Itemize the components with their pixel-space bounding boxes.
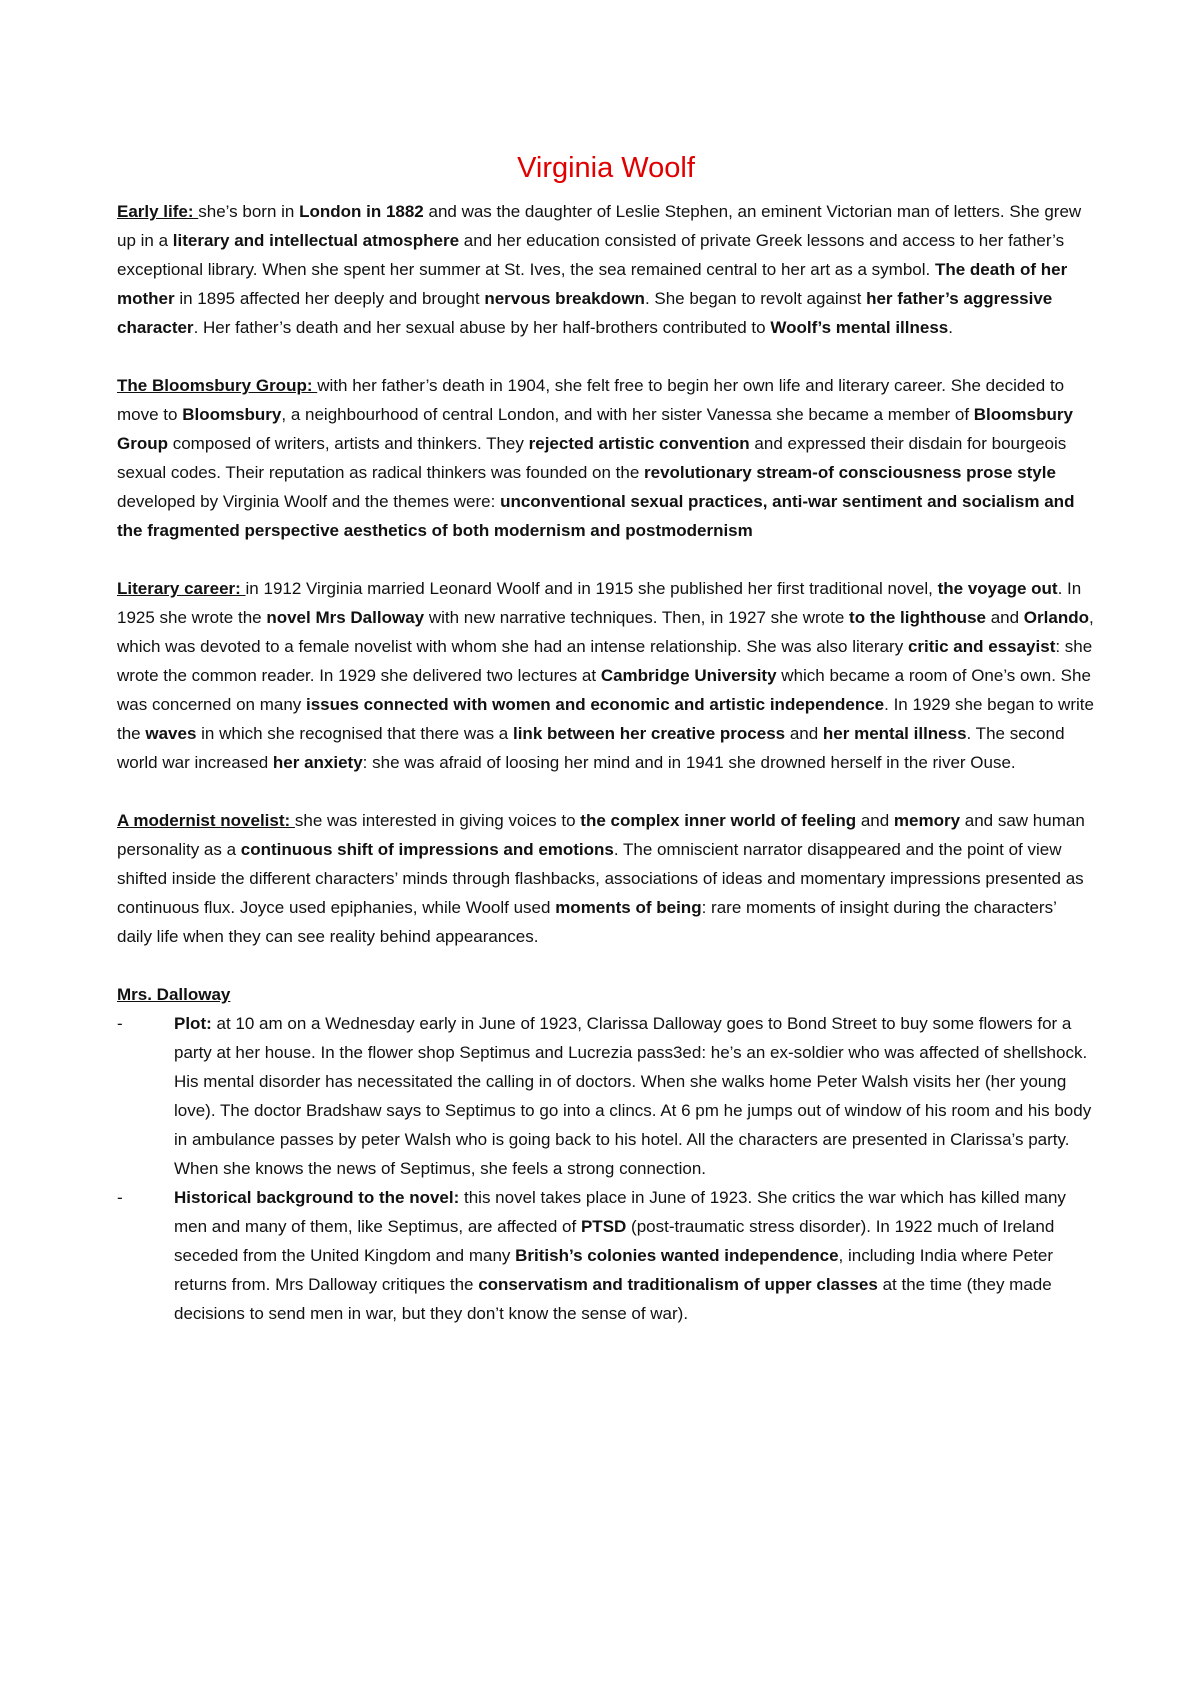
- bold-text: nervous breakdown: [484, 289, 645, 308]
- body-text: and: [985, 608, 1024, 627]
- body-text: , including India where Peter returns from. Mrs Dalloway critiques the: [174, 1246, 1054, 1294]
- bold-text: issues connected with women and economic and artistic independence: [306, 695, 885, 714]
- bold-text: moments of being: [555, 898, 702, 917]
- body-text: composed of writers, artists and thinkers. They: [168, 434, 529, 453]
- bold-text: the voyage out: [937, 579, 1058, 598]
- bold-text: novel Mrs Dalloway: [266, 608, 425, 627]
- bold-text: her mental illness: [822, 724, 967, 743]
- bold-text: memory: [893, 811, 961, 830]
- bold-text: Orlando: [1023, 608, 1089, 627]
- bullet-historical-background: [117, 1183, 1095, 1328]
- body-text: in 1895 affected her deeply and brought: [174, 289, 485, 308]
- body-text: at 10 am on a Wednesday early in June of 1923, Clarissa Dalloway goes to Bond Street to buy some flowers for a party at her house. In the flower shop Septimus and Lucrezia pass3ed: he’s an ex-soldier who was affected of shellshock. His mental disorder has necessitated the calling in of doctors. When she walks home Peter Walsh visits her (her young love). The doctor Bradshaw says to Septimus to go into a clincs. At 6 pm he jumps out of window of his room and his body in ambulance passes by peter Walsh who is going back to his hotel. All the characters are presented in Clarissa’s party. When she knows the news of Septimus, she feels a strong connection.: [174, 1014, 1092, 1178]
- bold-text: literary and intellectual atmosphere: [172, 231, 460, 250]
- body-text: and her education consisted of private Greek lessons and access to her father’s exceptional library. When she spent her summer at St. Ives, the sea remained central to her art as a symbol.: [117, 231, 1065, 279]
- body-text: she’s born in: [198, 202, 300, 221]
- bold-text: Historical background to the novel:: [174, 1188, 460, 1207]
- body-text: which became a room of One’s own. She was concerned on many: [117, 666, 1091, 714]
- bold-text: Bloomsbury: [182, 405, 282, 424]
- paragraph-heading: A modernist novelist:: [117, 811, 295, 830]
- paragraph-heading: Early life:: [117, 202, 199, 221]
- body-text: : rare moments of insight during the characters’ daily life when they can see reality behind appearances.: [117, 898, 1057, 946]
- body-text: . The second world war increased: [117, 724, 1065, 772]
- bullet-dash: -: [117, 1014, 123, 1033]
- bold-text: conservatism and traditionalism of upper classes: [478, 1275, 878, 1294]
- body-text: . Her father’s death and her sexual abuse by her half-brothers contributed to: [193, 318, 771, 337]
- bold-text: rejected artistic convention: [528, 434, 750, 453]
- body-text: with new narrative techniques. Then, in 1927 she wrote: [424, 608, 850, 627]
- body-text: this novel takes place in June of 1923. She critics the war which has killed many men and many of them, like Septimus, are affected of: [174, 1188, 1066, 1236]
- bold-text: link between her creative process: [512, 724, 786, 743]
- body-text: in which she recognised that there was a: [196, 724, 513, 743]
- body-text: and: [785, 724, 823, 743]
- body-text: , a neighbourhood of central London, and with her sister Vanessa she became a member of: [281, 405, 974, 424]
- bold-text: her father’s aggressive character: [117, 289, 1053, 337]
- body-text: , which was devoted to a female novelist with whom she had an intense relationship. She was also literary: [117, 608, 1094, 656]
- paragraph-early-life: [117, 197, 1095, 342]
- body-text: and saw human personality as a: [117, 811, 1085, 859]
- document-title: Virginia Woolf: [517, 152, 695, 184]
- paragraph-literary-career: [117, 574, 1095, 777]
- body-text: . In 1925 she wrote the: [117, 579, 1082, 627]
- bold-text: Woolf’s mental illness: [770, 318, 949, 337]
- bold-text: waves: [145, 724, 197, 743]
- paragraph-bloomsbury-group: [117, 371, 1095, 545]
- bold-text: British’s colonies wanted independence: [515, 1246, 839, 1265]
- body-text: in 1912 Virginia married Leonard Woolf and in 1915 she published her first traditional novel,: [245, 579, 938, 598]
- bold-text: Bloomsbury Group: [117, 405, 1073, 453]
- bold-text: the complex inner world of feeling: [580, 811, 857, 830]
- paragraph-modernist-novelist: [117, 806, 1095, 951]
- bold-text: to the lighthouse: [849, 608, 986, 627]
- body-text: . In 1929 she began to write the: [117, 695, 1094, 743]
- section-title-mrs-dalloway: Mrs. Dalloway: [117, 985, 231, 1004]
- bullet-plot: [117, 1009, 1095, 1183]
- bold-text: her anxiety: [272, 753, 363, 772]
- body-text: . She began to revolt against: [644, 289, 867, 308]
- body-text: . The omniscient narrator disappeared and the point of view shifted inside the different characters’ minds through flashbacks, associations of ideas and momentary impressions presented as continuous flux. Joyce used epiphanies, while Woolf used: [117, 840, 1084, 917]
- body-text: developed by Virginia Woolf and the themes were:: [117, 492, 501, 511]
- body-text: : she wrote the common reader. In 1929 she delivered two lectures at: [117, 637, 1093, 685]
- bold-text: critic and essayist: [907, 637, 1056, 656]
- body-text: with her father’s death in 1904, she felt free to begin her own life and literary career. She decided to move to: [117, 376, 1065, 424]
- body-text: (post-traumatic stress disorder). In 1922 much of Ireland seceded from the United Kingdom and many: [174, 1217, 1055, 1265]
- body-text: and: [856, 811, 894, 830]
- paragraph-heading: Literary career:: [117, 579, 246, 598]
- body-text: and was the daughter of Leslie Stephen, an eminent Victorian man of letters. She grew up in a: [117, 202, 1082, 250]
- bold-text: London in 1882: [299, 202, 424, 221]
- bold-text: Cambridge University: [600, 666, 777, 685]
- bold-text: Plot:: [174, 1014, 212, 1033]
- bold-text: PTSD: [580, 1217, 627, 1236]
- body-text: at the time (they made decisions to send men in war, but they don’t know the sense of war).: [174, 1275, 1052, 1323]
- mrs-dalloway-list: [117, 1009, 1095, 1328]
- body-text: she was interested in giving voices to: [294, 811, 581, 830]
- bold-text: The death of her mother: [117, 260, 1068, 308]
- bold-text: continuous shift of impressions and emotions: [240, 840, 614, 859]
- paragraph-heading: The Bloomsbury Group:: [117, 376, 318, 395]
- bold-text: unconventional sexual practices, anti-war sentiment and socialism and the fragmented perspective aesthetics of both modernism and postmodernism: [117, 492, 1075, 540]
- bold-text: revolutionary stream-of consciousness prose style: [644, 463, 1056, 482]
- paragraphs: [117, 197, 1095, 951]
- bullet-dash: -: [117, 1188, 123, 1207]
- body-text: : she was afraid of loosing her mind and in 1941 she drowned herself in the river Ouse.: [362, 753, 1016, 772]
- document-page: [117, 150, 1095, 1328]
- mrs-dalloway-section: [117, 980, 1095, 1328]
- body-text: and expressed their disdain for bourgeois sexual codes. Their reputation as radical thinkers was founded on the: [117, 434, 1067, 482]
- body-text: .: [948, 318, 953, 337]
